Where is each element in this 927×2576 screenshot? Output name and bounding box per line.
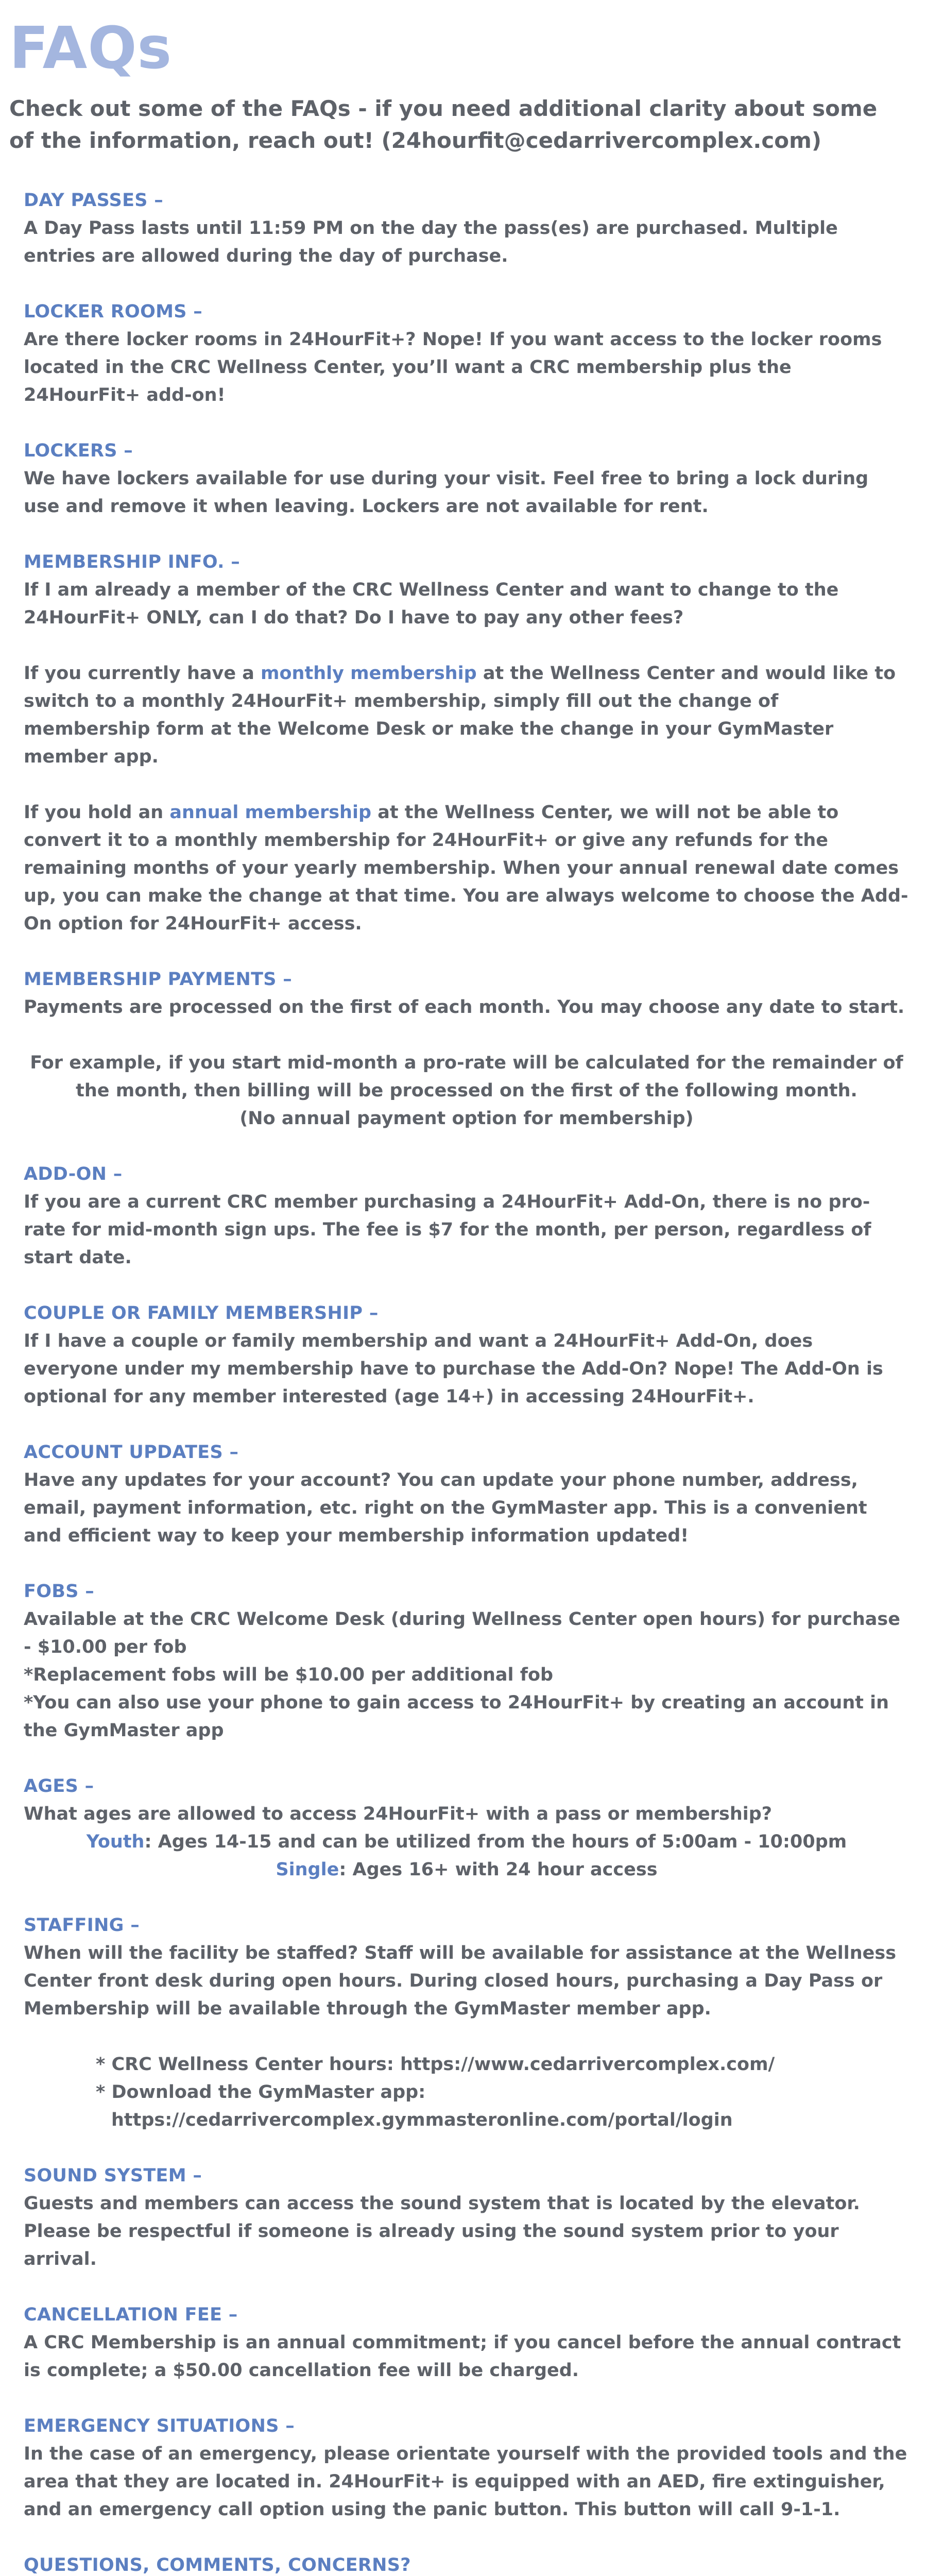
section-heading: DAY PASSES – [24,190,164,211]
section-heading: LOCKERS – [24,440,133,461]
monthly-membership-link[interactable]: monthly membership [261,663,477,684]
faq-ages [24,1772,909,1884]
faq-sound-system [24,2162,909,2273]
section-heading: MEMBERSHIP INFO. – [24,552,241,572]
page-subtitle: Check out some of the FAQs - if you need additional clarity about some of the information, reach out! (24hourfit@cedarrivercomplex.com) [9,96,878,153]
faq-list [24,187,909,2576]
youth-label: Youth [86,1832,145,1852]
youth-age-row [24,1828,909,1856]
section-body: Have any updates for your account? You can update your phone number, address, email, payment information, etc. right on the GymMaster app. This is a convenient and efficient way to keep your membership information updated! [24,1470,867,1546]
youth-text: : Ages 14-15 and can be utilized from the hours of 5:00am - 10:00pm [144,1832,847,1852]
wellness-hours-bullet[interactable]: * CRC Wellness Center hours: https://www.cedarrivercomplex.com/ [96,2054,775,2075]
faq-add-on [24,1160,909,1272]
faq-locker-rooms [24,298,909,409]
faq-lockers [24,437,909,520]
gymmaster-bullet: * Download the GymMaster app: [96,2082,426,2103]
section-body: When will the facility be staffed? Staff will be available for assistance at the Wellness Center front desk during open hours. During closed hours, purchasing a Day Pass or Membership will be available through the GymMaster member app. [24,1943,897,2019]
section-body: A Day Pass lasts until 11:59 PM on the day the pass(es) are purchased. Multiple entries are allowed during the day of purchase. [24,218,838,266]
faq-couple-family [24,1299,909,1411]
faq-account-updates [24,1438,909,1550]
section-heading: CANCELLATION FEE – [24,2304,238,2325]
section-heading: EMERGENCY SITUATIONS – [24,2416,295,2436]
membership-question: If I am already a member of the CRC Wellness Center and want to change to the 24HourFit+ ONLY, can I do that? Do I have to pay any other fees? [24,580,839,628]
faq-cancellation-fee [24,2301,909,2384]
section-body: Guests and members can access the sound system that is located by the elevator. Please be respectful if someone is already using the sound system prior to your arrival. [24,2193,860,2269]
monthly-post: at the Wellness Center and would like to switch to a monthly 24HourFit+ membership, simply fill out the change of membership form at the Welcome Desk or make the change in your GymMaster member app. [24,663,896,767]
faq-questions [24,2551,909,2576]
section-body: Payments are processed on the first of each month. You may choose any date to start. [24,997,905,1018]
section-body: Are there locker rooms in 24HourFit+? Nope! If you want access to the locker rooms located in the CRC Wellness Center, you’ll want a CRC membership plus the 24HourFit+ add-on! [24,329,882,405]
section-body: We have lockers available for use during your visit. Feel free to bring a lock during use and remove it when leaving. Lockers are not available for rent. [24,468,869,517]
prorate-example: For example, if you start mid-month a pro-rate will be calculated for the remainder of the month, then billing will be processed on the first of the following month. [30,1053,903,1101]
section-heading: LOCKER ROOMS – [24,301,203,322]
faq-fobs [24,1578,909,1744]
single-text: : Ages 16+ with 24 hour access [339,1859,658,1880]
monthly-pre: If you currently have a [24,663,261,684]
section-heading: STAFFING – [24,1915,140,1936]
faq-day-passes [24,187,909,270]
section-body: In the case of an emergency, please orientate yourself with the provided tools and the area that they are located in. 24HourFit+ is equipped with an AED, fire extinguisher, and an emergency call option using the panic button. This button will call 9-1-1. [24,2444,907,2520]
ages-question: What ages are allowed to access 24HourFit+ with a pass or membership? [24,1804,772,1824]
section-heading: MEMBERSHIP PAYMENTS – [24,969,293,990]
page-title: FAQs [9,15,173,82]
annual-membership-link[interactable]: annual membership [169,802,372,823]
section-heading: QUESTIONS, COMMENTS, CONCERNS? [24,2555,411,2575]
faq-membership-info [24,548,909,938]
section-heading: AGES – [24,1776,94,1797]
fob-purchase: Available at the CRC Welcome Desk (during Wellness Center open hours) for purchase - $10.00 per fob [24,1609,900,1657]
fob-phone-access: *You can also use your phone to gain access to 24HourFit+ by creating an account in the GymMaster app [24,1692,889,1741]
section-heading: COUPLE OR FAMILY MEMBERSHIP – [24,1303,379,1324]
fob-replacement: *Replacement fobs will be $10.00 per additional fob [24,1665,554,1685]
faq-staffing [24,1911,909,2134]
annual-post: at the Wellness Center, we will not be able to convert it to a monthly membership for 24HourFit+ or give any refunds for the remaining months of your yearly membership. When your annual renewal date comes up, you can make the change at that time. You are always welcome to choose the Add-On option for 24HourFit+ access. [24,802,908,934]
section-heading: SOUND SYSTEM – [24,2165,202,2186]
annual-membership-answer [24,799,909,938]
single-age-row [24,1856,909,1884]
section-body: If you are a current CRC member purchasing a 24HourFit+ Add-On, there is no pro-rate for mid-month sign ups. The fee is $7 for the month, per person, regardless of start date. [24,1192,871,1268]
section-heading: ADD-ON – [24,1164,123,1184]
faq-membership-payments [24,965,909,1132]
no-annual-note: (No annual payment option for membership) [239,1108,694,1129]
faq-emergency [24,2412,909,2523]
gymmaster-url[interactable]: https://cedarrivercomplex.gymmasteronline.com/portal/login [111,2110,733,2130]
section-body: A CRC Membership is an annual commitment; if you cancel before the annual contract is complete; a $50.00 cancellation fee will be charged. [24,2332,901,2381]
annual-pre: If you hold an [24,802,170,823]
section-heading: ACCOUNT UPDATES – [24,1442,239,1463]
single-label: Single [276,1859,339,1880]
monthly-membership-answer [24,659,909,771]
section-body: If I have a couple or family membership and want a 24HourFit+ Add-On, does everyone under my membership have to purchase the Add-On? Nope! The Add-On is optional for any member interested (age 14+) in accessing 24HourFit+. [24,1331,883,1407]
section-heading: FOBS – [24,1581,95,1602]
